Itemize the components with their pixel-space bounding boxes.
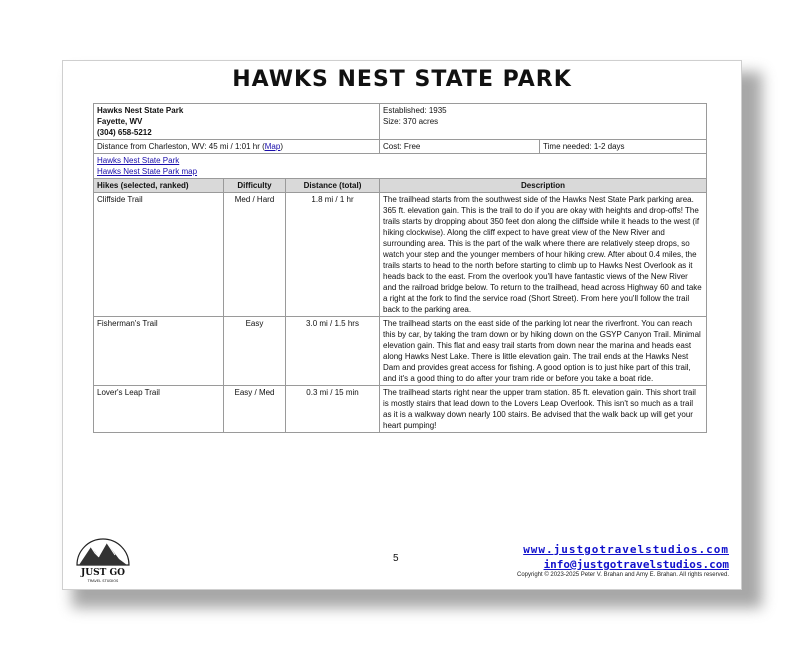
park-size: Size: 370 acres bbox=[383, 117, 439, 126]
map-link[interactable]: Map bbox=[264, 142, 281, 151]
document-page bbox=[62, 60, 742, 590]
table-row bbox=[94, 386, 707, 433]
just-go-logo bbox=[73, 535, 133, 585]
footer-contact bbox=[517, 543, 729, 578]
email-link[interactable]: info@justgotravelstudios.com bbox=[543, 558, 729, 571]
header-distance: Distance (total) bbox=[286, 179, 380, 193]
hike-difficulty: Easy bbox=[224, 317, 286, 386]
header-difficulty: Difficulty bbox=[224, 179, 286, 193]
park-contact-cell bbox=[94, 104, 380, 140]
park-website-link[interactable]: Hawks Nest State Park bbox=[97, 156, 180, 165]
hike-name: Cliffside Trail bbox=[94, 193, 224, 317]
park-map-link[interactable]: Hawks Nest State Park map bbox=[97, 167, 198, 176]
hike-distance: 1.8 mi / 1 hr bbox=[286, 193, 380, 317]
page-number: 5 bbox=[393, 553, 399, 564]
table-row bbox=[94, 193, 707, 317]
page-title: HAWKS NEST STATE PARK bbox=[232, 67, 572, 92]
header-description: Description bbox=[380, 179, 707, 193]
distance-cell: Distance from Charleston, WV: 45 mi / 1:01 hr (Map) bbox=[94, 140, 380, 154]
logo-subtext: TRAVEL STUDIOS bbox=[87, 579, 119, 583]
park-logistics-row bbox=[94, 140, 707, 154]
hike-distance: 0.3 mi / 15 min bbox=[286, 386, 380, 433]
website-link[interactable]: www.justgotravelstudios.com bbox=[523, 543, 729, 556]
time-needed-cell: Time needed: 1-2 days bbox=[540, 140, 707, 154]
table-row bbox=[94, 317, 707, 386]
hike-difficulty: Easy / Med bbox=[224, 386, 286, 433]
park-links-row bbox=[94, 154, 707, 179]
park-name: Hawks Nest State Park bbox=[97, 106, 184, 115]
distance-text: Distance from Charleston, WV: 45 mi / 1:01 hr bbox=[97, 142, 260, 151]
hike-distance: 3.0 mi / 1.5 hrs bbox=[286, 317, 380, 386]
hike-description: The trailhead starts right near the upper tram station. 85 ft. elevation gain. This short trail is mostly stairs that lead down to the Lovers Leap Overlook. This isn't so much as a trail as it is a walkway down nearly 100 stairs. Be advised that the walk back up will get your heart pumping! bbox=[380, 386, 707, 433]
copyright-text: Copyright © 2023-2025 Peter V. Brahan and Amy E. Brahan. All rights reserved. bbox=[517, 572, 729, 578]
hike-name: Fisherman's Trail bbox=[94, 317, 224, 386]
park-facts-cell bbox=[380, 104, 707, 140]
hike-difficulty: Med / Hard bbox=[224, 193, 286, 317]
park-header-row bbox=[94, 104, 707, 140]
hike-name: Lover's Leap Trail bbox=[94, 386, 224, 433]
hikes-header-row bbox=[94, 179, 707, 193]
links-cell bbox=[94, 154, 707, 179]
header-hikes: Hikes (selected, ranked) bbox=[94, 179, 224, 193]
park-phone: (304) 658-5212 bbox=[97, 128, 152, 137]
logo-text: JUST GO bbox=[81, 568, 125, 578]
park-info-table bbox=[93, 103, 707, 433]
hike-description: The trailhead starts on the east side of the parking lot near the riverfront. You can reach this by car, by taking the tram down or by hiking down on the GSYP Canyon Trail. Minimal elevation gain. This flat and easy trail starts from down near the marina and heads east along Hawks Nest Lake. There is little elevation gain. The trail ends at the Hawks Nest Dam and provides great access for fishing. A good option is to just hike part of this trail, and it's a good thing to do after your tram ride or before you take a boat ride. bbox=[380, 317, 707, 386]
park-location: Fayette, WV bbox=[97, 117, 143, 126]
cost-cell: Cost: Free bbox=[380, 140, 540, 154]
hike-description: The trailhead starts from the southwest side of the Hawks Nest State Park parking area. 365 ft. elevation gain. This is the trail to do if you are okay with heights and drop-offs! The trails starts by dropping about 350 feet don along the cliffside while it heads to the west (if hiking clockwise). Along the cliff expect to have great view of the New River and surrounding area. This is the part of the walk where there are relatively steep drops, so watch your step and the younger members of hour hiking crew. After about 0.4 miles, the trails starts to head to the north before starting to climb up to Hawks Nest Overlook as it heads back to the east. From the overlook you'll have fantastic views of the New River and the railroad bridge below. To return to the trailhead, head across Highway 60 and take a right at the fork to find the service road (Short Street). From here you'll follow the trail back to the parking area. bbox=[380, 193, 707, 317]
established: Established: 1935 bbox=[383, 106, 447, 115]
